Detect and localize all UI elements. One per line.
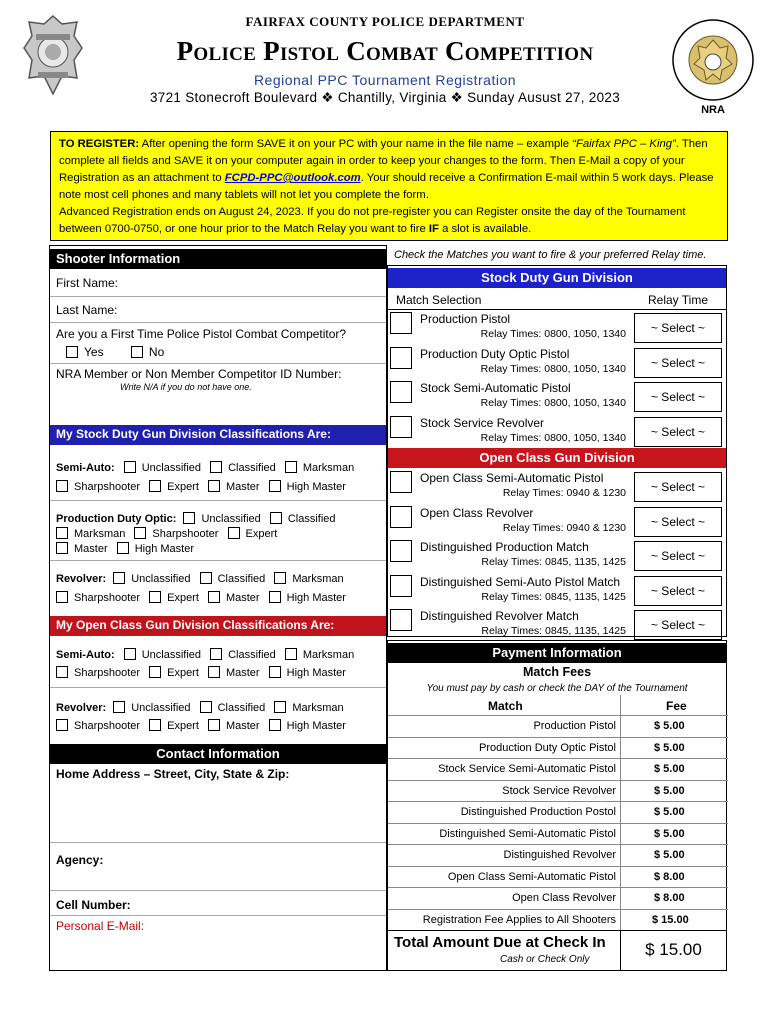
fee-row [388, 715, 728, 737]
fee-match: Stock Service Revolver [502, 784, 616, 797]
open-rev-highmaster-checkbox[interactable] [269, 719, 281, 731]
stock-rev-classified-checkbox[interactable] [200, 572, 212, 584]
relay-times: Relay Times: 0800, 1050, 1340 [480, 432, 626, 444]
stock-semi-expert-label: Expert [167, 481, 199, 493]
notice-deadline: Advanced Registration ends on August 24, 2023. If you do not pre-register you can Register onsite the day of the Tournament between 0700-0750, or one hour prior to the Match Relay you want to fire [59, 206, 686, 235]
fee-row [388, 866, 728, 888]
stock-semi-marksman-label: Marksman [302, 462, 355, 474]
match-name: Production Pistol [420, 312, 511, 326]
pdo-expert-checkbox[interactable] [228, 527, 240, 539]
match-name: Production Duty Optic Pistol [420, 347, 570, 361]
fee-row [388, 887, 728, 909]
open-semi-sharpshooter-checkbox[interactable] [56, 666, 68, 678]
relay-time-header: Relay Time [648, 293, 709, 307]
no-checkbox[interactable] [131, 346, 143, 358]
pdo-unclassified-checkbox[interactable] [183, 512, 195, 524]
fee-row [388, 823, 728, 845]
stock-rev-marksman-checkbox[interactable] [274, 572, 286, 584]
fee-row [388, 737, 728, 759]
payment-panel [387, 640, 727, 971]
open-semi-highmaster-checkbox[interactable] [269, 666, 281, 678]
address-label: Home Address – Street, City, State & Zip: [56, 767, 290, 781]
open-revolver-checkbox[interactable] [390, 506, 412, 528]
relay-select[interactable]: ~ Select ~ [634, 313, 722, 343]
stock-semi-highmaster-checkbox[interactable] [269, 480, 281, 492]
relay-select[interactable]: ~ Select ~ [634, 507, 722, 537]
open-semi-row-1 [56, 648, 360, 661]
relay-times: Relay Times: 0940 & 1230 [502, 522, 626, 534]
production-pistol-checkbox[interactable] [390, 312, 412, 334]
stock-rev-sharpshooter-checkbox[interactable] [56, 591, 68, 603]
fee-row [388, 780, 728, 802]
fee-match: Open Class Revolver [512, 892, 616, 904]
notice-text-3: . Your should receive a Confirmation E-mail within 5 work days. Please note most cell phones and many tablets will not let you complete the form. [59, 172, 714, 201]
fee-col-match: Match [488, 699, 523, 713]
relay-select[interactable]: ~ Select ~ [634, 541, 722, 571]
payment-note: You must pay by cash or check the DAY of the Tournament [426, 683, 688, 694]
pdo-row-2 [56, 527, 283, 540]
fee-value: $ 5.00 [654, 720, 685, 732]
agency-label: Agency: [56, 853, 104, 867]
open-semi-pistol-checkbox[interactable] [390, 471, 412, 493]
stock-semi-classified-label: Classified [228, 462, 276, 474]
pdo-row-1 [56, 512, 342, 525]
open-semi-marksman-checkbox[interactable] [285, 648, 297, 660]
matches-panel [387, 265, 727, 637]
match-name: Stock Semi-Automatic Pistol [420, 381, 571, 395]
fee-match: Stock Service Semi-Automatic Pistol [438, 763, 616, 775]
relay-times: Relay Times: 0845, 1135, 1425 [481, 556, 626, 568]
open-rev-sharpshooter-checkbox[interactable] [56, 719, 68, 731]
open-semi-row-2 [56, 666, 352, 679]
notice-label: TO REGISTER: [59, 138, 140, 150]
fee-col-fee: Fee [666, 699, 687, 713]
match-name: Open Class Revolver [420, 506, 534, 520]
stock-semi-master-checkbox[interactable] [208, 480, 220, 492]
relay-times: Relay Times: 0940 & 1230 [502, 487, 626, 499]
relay-select[interactable]: ~ Select ~ [634, 472, 722, 502]
notice-text-2: . Then complete all fields and SAVE it on your computer again in order to keep your changes to the form. Then E-Mail a copy of your Registration as an attachment to [59, 138, 708, 184]
no-label: No [148, 345, 165, 359]
fee-value: $ 8.00 [654, 870, 685, 883]
stock-semi-master-label: Master [225, 481, 260, 493]
pdo-classified-label: Classified [287, 513, 336, 525]
relay-select[interactable]: ~ Select ~ [634, 382, 722, 412]
relay-select[interactable]: ~ Select ~ [634, 417, 722, 447]
stock-rev-expert-label: Expert [167, 592, 199, 604]
open-semi-classified-label: Classified [228, 649, 276, 661]
open-rev-row-1 [56, 701, 350, 714]
notice-example: “Fairfax PPC – King” [572, 138, 676, 150]
event-location: 3721 Stonecroft Boulevard ❖ Chantilly, Virginia ❖ Sunday Ausust 27, 2023 [149, 90, 621, 105]
open-semi-highmaster-label: High Master [286, 667, 346, 679]
relay-times: Relay Times: 0845, 1135, 1425 [481, 625, 626, 637]
stock-semi-row-1 [56, 461, 360, 474]
fee-row [388, 844, 728, 866]
payment-header: Payment Information [388, 643, 726, 663]
fee-match: Open Class Semi-Automatic Pistol [447, 870, 616, 883]
match-name: Open Class Semi-Automatic Pistol [420, 471, 604, 485]
fee-match: Distinguished Production Postol [460, 806, 616, 818]
pdo-sharpshooter-label: Sharpshooter [152, 528, 219, 540]
match-name: Distinguished Production Match [420, 540, 589, 554]
stock-semi-sharpshooter-label: Sharpshooter [74, 481, 141, 493]
fee-match: Distinguished Semi-Automatic Pistol [439, 827, 616, 840]
shooter-info-header: Shooter Information [50, 249, 386, 269]
dist-semi-auto-checkbox[interactable] [390, 575, 412, 597]
stock-semi-sharpshooter-checkbox[interactable] [56, 480, 68, 492]
pdo-unclassified-label: Unclassified [201, 513, 261, 525]
pdo-marksman-label: Marksman [74, 528, 126, 540]
total-label: Total Amount Due at Check In [394, 934, 606, 951]
fee-value: $ 5.00 [654, 806, 685, 818]
fee-value: $ 8.00 [654, 892, 685, 904]
fee-match: Registration Fee Applies to All Shooters [422, 913, 616, 926]
open-rev-marksman-label: Marksman [292, 702, 344, 714]
stock-rev-label: Revolver: [56, 573, 107, 585]
stock-semi-unclassified-checkbox[interactable] [124, 461, 136, 473]
open-rev-row-2 [56, 719, 352, 732]
open-rev-marksman-checkbox[interactable] [274, 701, 286, 713]
fee-row [388, 801, 728, 823]
page-subtitle: Regional PPC Tournament Registration [253, 72, 517, 88]
open-division-header: Open Class Gun Division [388, 448, 726, 468]
ppc-seal-icon [668, 18, 758, 114]
open-rev-master-checkbox[interactable] [208, 719, 220, 731]
open-rev-classified-label: Classified [217, 702, 266, 714]
notice-if: IF [428, 223, 439, 235]
stock-rev-classified-label: Classified [217, 573, 266, 585]
relay-select[interactable]: ~ Select ~ [634, 348, 722, 378]
stock-rev-row-2 [56, 591, 352, 604]
pdo-pistol-checkbox[interactable] [390, 347, 412, 369]
yes-checkbox[interactable] [66, 346, 78, 358]
stock-rev-row-1 [56, 572, 350, 585]
stock-semi-expert-checkbox[interactable] [149, 480, 161, 492]
open-semi-marksman-label: Marksman [302, 649, 355, 661]
cell-label: Cell Number: [56, 898, 131, 912]
stock-rev-unclassified-checkbox[interactable] [113, 572, 125, 584]
stock-semi-pistol-checkbox[interactable] [390, 381, 412, 403]
stock-semi-highmaster-label: High Master [286, 481, 346, 493]
last-name-label: Last Name: [56, 303, 118, 317]
dist-revolver-checkbox[interactable] [390, 609, 412, 631]
pdo-expert-label: Expert [245, 528, 278, 540]
nra-id-hint: Write N/A if you do not have one. [120, 382, 252, 392]
stock-rev-highmaster-label: High Master [286, 592, 346, 604]
stock-semi-classified-checkbox[interactable] [210, 461, 222, 473]
total-sub: Cash or Check Only [500, 954, 590, 965]
match-name: Distinguished Revolver Match [420, 609, 579, 623]
pdo-master-checkbox[interactable] [56, 542, 68, 554]
relay-select[interactable]: ~ Select ~ [634, 610, 722, 640]
fee-value: $ 5.00 [654, 827, 685, 840]
open-rev-master-label: Master [225, 720, 260, 732]
open-rev-expert-checkbox[interactable] [149, 719, 161, 731]
open-rev-label: Revolver: [56, 702, 107, 714]
open-semi-classified-checkbox[interactable] [210, 648, 222, 660]
match-selection-header: Match Selection [396, 293, 482, 307]
nra-id-label: NRA Member or Non Member Competitor ID Number: [56, 367, 342, 381]
open-rev-classified-checkbox[interactable] [200, 701, 212, 713]
open-rev-unclassified-label: Unclassified [131, 702, 191, 714]
notice-deadline-end: a slot is available. [438, 223, 532, 235]
pdo-marksman-checkbox[interactable] [56, 527, 68, 539]
fee-match: Distinguished Revolver [503, 849, 616, 861]
fee-value: $ 5.00 [654, 763, 685, 775]
open-rev-expert-label: Expert [167, 720, 199, 732]
email-label: Personal E-Mail: [56, 919, 145, 933]
stock-rev-master-checkbox[interactable] [208, 591, 220, 603]
fee-value: $ 5.00 [654, 784, 685, 797]
open-semi-master-label: Master [225, 667, 260, 679]
fee-row [388, 758, 728, 780]
pdo-row-3 [56, 542, 200, 555]
relay-times: Relay Times: 0800, 1050, 1340 [480, 328, 626, 340]
open-semi-expert-checkbox[interactable] [149, 666, 161, 678]
fee-match: Production Pistol [533, 720, 616, 732]
relay-select[interactable]: ~ Select ~ [634, 576, 722, 606]
stock-rev-sharpshooter-label: Sharpshooter [74, 592, 141, 604]
open-semi-unclassified-checkbox[interactable] [124, 648, 136, 660]
seal-caption: NRA [701, 104, 725, 116]
stock-semi-unclassified-label: Unclassified [141, 462, 202, 474]
shooter-panel [49, 245, 387, 971]
total-amount: $ 15.00 [620, 930, 726, 970]
open-semi-unclassified-label: Unclassified [141, 649, 202, 661]
stock-rev-highmaster-checkbox[interactable] [269, 591, 281, 603]
police-badge-icon [22, 14, 84, 104]
fee-value: $ 5.00 [654, 741, 685, 754]
fee-match: Production Duty Optic Pistol [479, 741, 616, 754]
pdo-label: Production Duty Optic: [56, 513, 177, 525]
fee-value: $ 5.00 [654, 849, 685, 861]
dist-production-checkbox[interactable] [390, 540, 412, 562]
relay-times: Relay Times: 0845, 1135, 1425 [481, 591, 626, 603]
stock-semi-marksman-checkbox[interactable] [285, 461, 297, 473]
first-name-label: First Name: [56, 276, 119, 290]
yes-label: Yes [84, 345, 104, 359]
registration-notice [50, 131, 728, 241]
open-semi-sharpshooter-label: Sharpshooter [74, 667, 141, 679]
stock-rev-expert-checkbox[interactable] [149, 591, 161, 603]
stock-revolver-checkbox[interactable] [390, 416, 412, 438]
stock-rev-master-label: Master [225, 592, 260, 604]
pdo-highmaster-checkbox[interactable] [117, 542, 129, 554]
department-name: FAIRFAX COUNTY POLICE DEPARTMENT [245, 14, 525, 29]
fee-row [388, 909, 728, 931]
pdo-master-label: Master [74, 543, 108, 555]
pdo-highmaster-label: High Master [134, 543, 194, 555]
match-name: Distinguished Semi-Auto Pistol Match [420, 575, 621, 589]
match-name: Stock Service Revolver [420, 416, 545, 430]
open-semi-expert-label: Expert [167, 667, 199, 679]
page-title: Police Pistol Combat Competition [176, 36, 594, 66]
pdo-sharpshooter-checkbox[interactable] [134, 527, 146, 539]
pdo-classified-checkbox[interactable] [270, 512, 282, 524]
stock-class-header: My Stock Duty Gun Division Classifications Are: [50, 425, 386, 445]
open-rev-unclassified-checkbox[interactable] [113, 701, 125, 713]
fee-value: $ 15.00 [652, 913, 689, 926]
open-rev-sharpshooter-label: Sharpshooter [74, 720, 141, 732]
first-time-question: Are you a First Time Police Pistol Combat Competitor? [56, 327, 347, 341]
match-fees-title: Match Fees [522, 665, 592, 679]
open-semi-label: Semi-Auto: [56, 649, 115, 661]
stock-rev-marksman-label: Marksman [292, 573, 344, 585]
stock-division-header: Stock Duty Gun Division [388, 268, 726, 288]
stock-semi-label: Semi-Auto: [56, 462, 115, 474]
relay-times: Relay Times: 0800, 1050, 1340 [480, 363, 626, 375]
stock-semi-row-2 [56, 480, 352, 493]
match-instruction: Check the Matches you want to fire & your preferred Relay time. [394, 249, 707, 261]
stock-rev-unclassified-label: Unclassified [131, 573, 191, 585]
first-time-options [66, 345, 170, 359]
open-rev-highmaster-label: High Master [286, 720, 346, 732]
relay-times: Relay Times: 0800, 1050, 1340 [480, 397, 626, 409]
open-class-header: My Open Class Gun Division Classifications Are: [50, 616, 386, 636]
email-link[interactable]: FCPD-PPC@outlook.com [224, 172, 361, 184]
open-semi-master-checkbox[interactable] [208, 666, 220, 678]
contact-header: Contact Information [50, 744, 386, 764]
notice-text: After opening the form SAVE it on your PC with your name in the file name – example [141, 138, 573, 150]
